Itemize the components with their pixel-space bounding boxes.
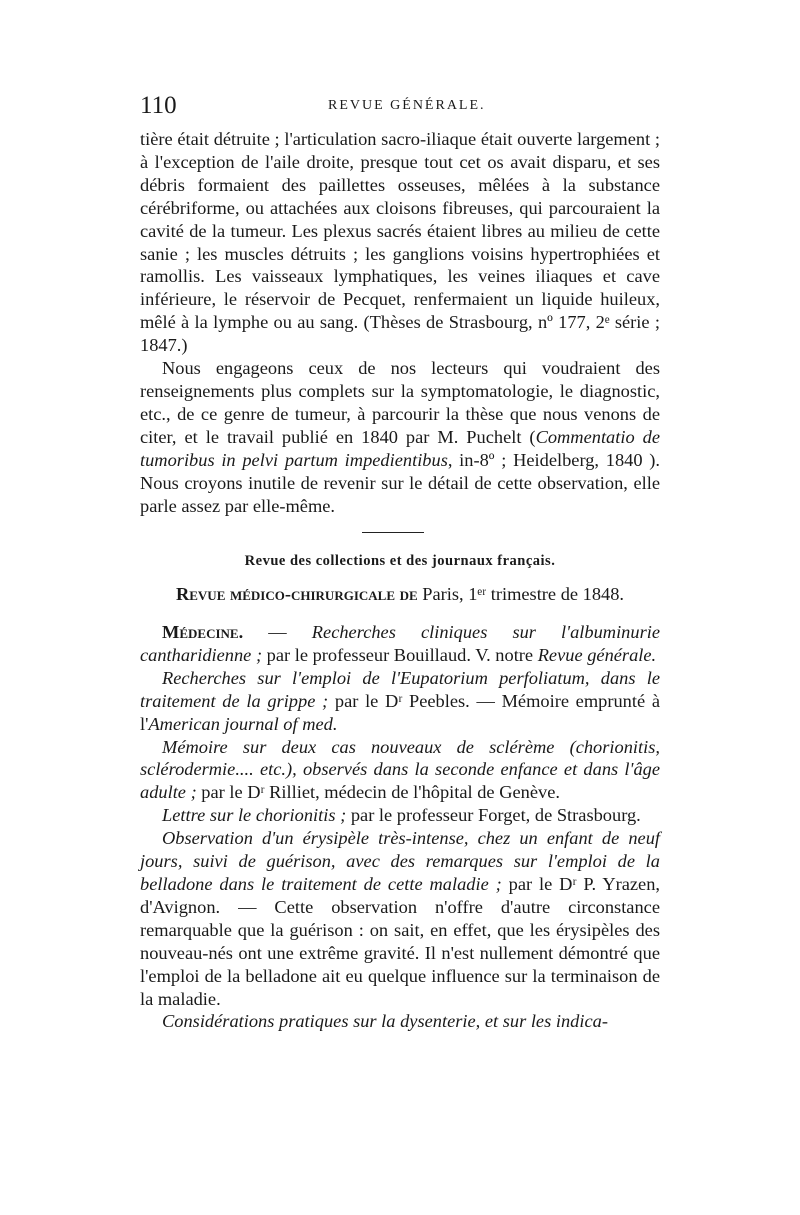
journal-title	[140, 584, 660, 605]
section-title: Revue des collections et des journaux français.	[244, 553, 556, 569]
entry-chorionitis-author: par le professeur Forget, de Strasbourg.	[346, 805, 641, 826]
entry-sclereme	[140, 736, 660, 805]
paragraph-2-italic: Commentatio de tumoribus in pelvi partum impedientibus	[140, 426, 660, 470]
paragraph-2	[140, 357, 660, 517]
entries	[140, 621, 660, 1033]
page-number: 110	[140, 92, 177, 119]
entry-eupatorium	[140, 667, 660, 736]
entry-eupatorium-ref: American journal of med.	[148, 713, 338, 734]
entry-albuminurie-author: par le professeur Bouillaud. V. notre	[262, 644, 538, 665]
top-text	[140, 128, 660, 517]
paragraph-1: tière était détruite ; l'articulation sacro-iliaque était ouverte largement ; à l'exception de l'aile droite, presque tout cet os avait disparu, et ses débris formaient des paillettes osseuses, mêlées à la substance cérébriforme, ou attachées aux cloisons fibreuses, qui parcouraient la cavité de la tumeur. Les plexus sacrés étaient libres au milieu de cette sanie ; les muscles détruits ; les ganglions voisins hypertrophiées et ramollis. Les vaisseaux lymphatiques, les veines iliaques et cave inférieure, le réservoir de Pecquet, renfermaient un liquide huileux, mêlé à la lymphe ou au sang. (Thèses de Strasbourg, nº 177, 2ᵉ série ; 1847.)	[140, 129, 660, 356]
entry-eupatorium-author: par le Dʳ Peebles. — Mémoire emprunté à l'	[140, 690, 660, 734]
page-header	[140, 92, 660, 122]
entry-medecine-dash: —	[243, 622, 312, 642]
journal-title-rest: Paris, 1ᵉʳ trimestre de 1848.	[417, 584, 625, 604]
section-divider	[362, 532, 424, 533]
entry-medecine-label: Médecine.	[162, 622, 244, 642]
running-title: REVUE GÉNÉRALE.	[328, 98, 486, 113]
entry-erysipele-text: par le Dʳ P. Yrazen, d'Avignon. — Cette observation n'offre d'autre circonstance remarquable que la guérison : on sait, en effet, que les érysipèles des nouveau-nés ont une extrême gravité. Il n'est nullement démontré que l'emploi de la belladone ait eu quelque influence sur la terminaison de la maladie.	[140, 873, 661, 1009]
entry-dysenterie	[140, 1010, 660, 1033]
entry-dysenterie-title: Considérations pratiques sur la dysenterie, et sur les indica-	[162, 1011, 608, 1032]
entry-chorionitis-title: Lettre sur le chorionitis ;	[162, 805, 347, 826]
paragraph-2-text-b: , in-8º ; Heidelberg, 1840 ). Nous croyons inutile de revenir sur le détail de cette observation, elle parle assez par elle-même.	[140, 449, 660, 516]
entry-albuminurie-ref: Revue générale.	[537, 644, 657, 665]
journal-title-smallcaps: Revue médico-chirurgicale de	[175, 584, 418, 604]
entry-eupatorium-title: Recherches sur l'emploi de l'Eupatorium perfoliatum, dans le traitement de la grippe ;	[140, 667, 660, 711]
entry-chorionitis	[140, 804, 660, 827]
entry-medecine	[140, 621, 660, 667]
entry-albuminurie-title: Recherches cliniques sur l'albuminurie cantharidienne ;	[140, 622, 661, 665]
entry-erysipele	[140, 827, 660, 1010]
entry-erysipele-title: Observation d'un érysipèle très-intense, chez un enfant de neuf jours, suivi de guérison, avec des remarques sur l'emploi de la belladone dans le traitement de cette maladie ;	[140, 828, 660, 894]
paragraph-2-text-a: Nous engageons ceux de nos lecteurs qui voudraient des renseignements plus complets sur la symptomatologie, le diagnostic, etc., de ce genre de tumeur, à parcourir la thèse que nous venons de citer, et le travail publié en 1840 par M. Puchelt (	[140, 358, 660, 447]
entry-sclereme-title: Mémoire sur deux cas nouveaux de sclérème (chorionitis, sclérodermie.... etc.), observés dans la seconde enfance et dans l'âge adulte ;	[140, 736, 660, 803]
entry-sclereme-author: par le Dʳ Rilliet, médecin de l'hôpital de Genève.	[196, 782, 560, 803]
